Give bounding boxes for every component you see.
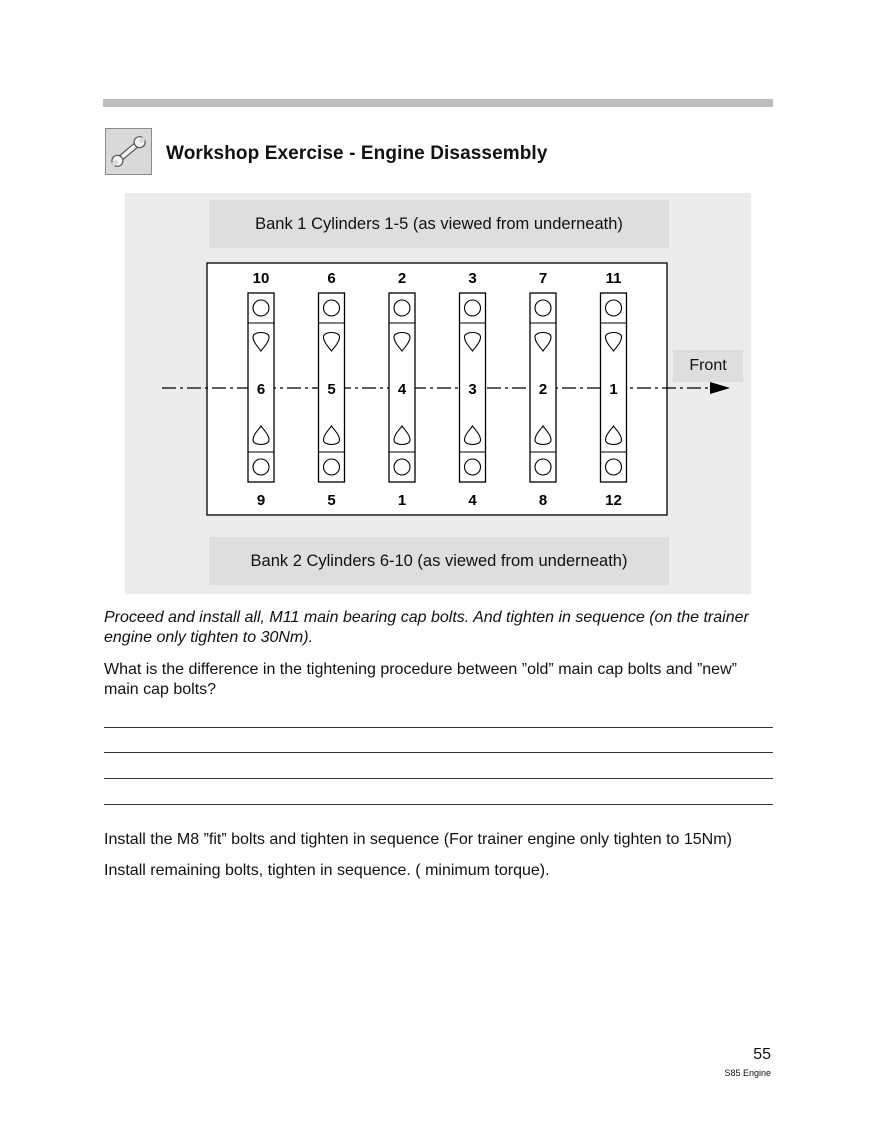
bearing-cap [319, 270, 345, 509]
bolt-hole [253, 459, 269, 475]
tightening-number-bottom: 4 [468, 492, 477, 509]
block-outline [207, 263, 667, 515]
bearing-cap [248, 270, 274, 509]
bearing-cap [389, 270, 415, 509]
tightening-number-top: 10 [252, 270, 270, 287]
instruction-fit-bolts: Install the M8 ”fit” bolts and tighten in sequence (For trainer engine only tighten to 15Nm) [104, 831, 732, 848]
bolt-hole [324, 300, 340, 316]
answer-line[interactable] [104, 778, 773, 779]
cap-number: 1 [609, 381, 618, 398]
bolt-hole [465, 459, 481, 475]
page-title: Workshop Exercise - Engine Disassembly [166, 143, 548, 164]
tightening-number-bottom: 1 [397, 492, 407, 509]
front-arrow-icon [710, 382, 730, 394]
cap-number: 3 [468, 381, 477, 398]
bank1-label: Bank 1 Cylinders 1-5 (as viewed from underneath) [209, 200, 669, 248]
document-name: S85 Engine [724, 1068, 771, 1078]
bolt-hole [394, 300, 410, 316]
question-text: What is the difference in the tightening procedure between ”old” main cap bolts and ”new” main cap bolts? [104, 661, 737, 698]
cap-number: 2 [538, 381, 548, 398]
cap-number: 4 [397, 381, 407, 398]
tightening-number-top: 2 [397, 270, 407, 287]
bearing-cap [601, 270, 627, 509]
tightening-number-top: 11 [605, 270, 622, 287]
bearing-cap-diagram [150, 255, 740, 525]
cap-number: 5 [327, 381, 336, 398]
tightening-number-top: 7 [538, 270, 548, 287]
tightening-number-bottom: 8 [538, 492, 548, 509]
bolt-hole [606, 300, 622, 316]
bearing-cap [530, 270, 556, 509]
bank2-label: Bank 2 Cylinders 6-10 (as viewed from underneath) [209, 537, 669, 585]
tightening-number-bottom: 5 [327, 492, 336, 509]
answer-line[interactable] [104, 804, 773, 805]
answer-line[interactable] [104, 727, 773, 728]
page-number: 55 [753, 1046, 771, 1063]
bolt-hole [535, 459, 551, 475]
cap-number: 6 [256, 381, 266, 398]
front-label: Front [673, 350, 743, 382]
bearing-cap [460, 270, 486, 509]
instruction-install-m11: Proceed and install all, M11 main bearing cap bolts. And tighten in sequence (on the trainer engine only tighten to 30Nm). [104, 609, 749, 646]
tightening-number-bottom: 9 [256, 492, 266, 509]
bolt-hole [606, 459, 622, 475]
tightening-number-top: 6 [327, 270, 336, 287]
bolt-hole [535, 300, 551, 316]
bolt-hole [394, 459, 410, 475]
header-rule [103, 99, 773, 107]
bolt-hole [253, 300, 269, 316]
bolt-hole [324, 459, 340, 475]
tightening-number-top: 3 [468, 270, 477, 287]
instruction-remaining-bolts: Install remaining bolts, tighten in sequence. ( minimum torque). [104, 862, 550, 879]
wrench-icon [105, 128, 152, 175]
bolt-hole [465, 300, 481, 316]
tightening-number-bottom: 12 [605, 492, 622, 509]
answer-line[interactable] [104, 752, 773, 753]
